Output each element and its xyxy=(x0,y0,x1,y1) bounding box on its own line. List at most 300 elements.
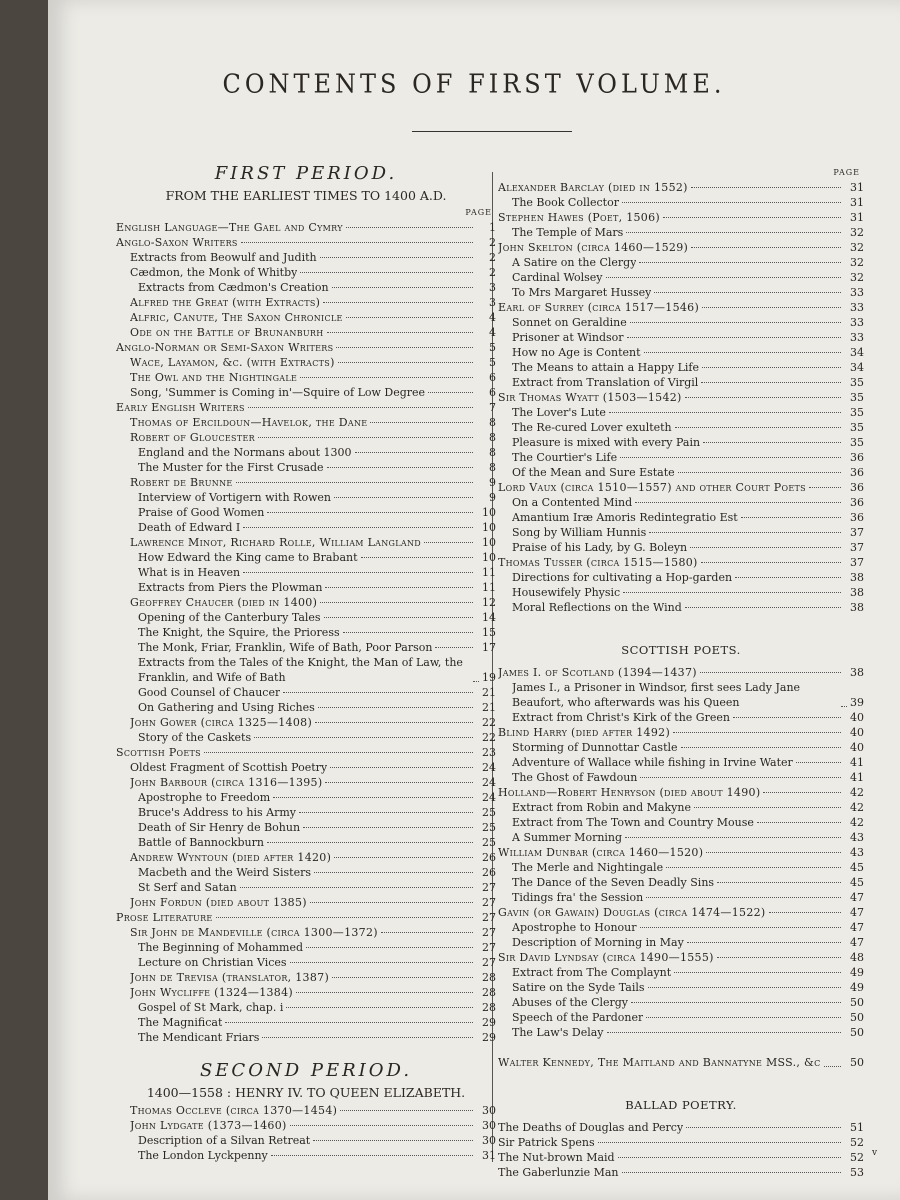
toc-entry xyxy=(498,390,864,405)
toc-entry-title: The Magnificat xyxy=(138,1016,223,1029)
toc-entry-title: Wace, Layamon, &c. (with Extracts) xyxy=(130,356,335,369)
dot-leader xyxy=(286,1007,473,1008)
toc-entry-page: 7 xyxy=(489,401,496,414)
toc-entry-page: 12 xyxy=(482,596,496,609)
dot-leader xyxy=(769,912,841,913)
toc-entry-page: 36 xyxy=(850,451,864,464)
toc-entry-title: The Gaberlunzie Man xyxy=(498,1166,619,1179)
toc-entry xyxy=(116,730,496,745)
toc-entry xyxy=(498,1165,864,1180)
toc-entry xyxy=(116,700,496,715)
toc-entry xyxy=(116,460,496,475)
toc-entry xyxy=(116,310,496,325)
dot-leader xyxy=(320,602,473,603)
toc-entry-title: Cardinal Wolsey xyxy=(512,271,603,284)
toc-entry xyxy=(116,415,496,430)
toc-entry xyxy=(498,785,864,800)
toc-entry-title: The Monk, Friar, Franklin, Wife of Bath, Poor Parson xyxy=(138,641,433,654)
tudor-poets-entries xyxy=(498,180,864,615)
toc-entry-page: 15 xyxy=(482,626,496,639)
dot-leader xyxy=(370,422,473,423)
toc-entry-page: 40 xyxy=(850,711,864,724)
dot-leader xyxy=(262,1037,473,1038)
toc-entry-page: 28 xyxy=(482,986,496,999)
toc-entry xyxy=(116,505,496,520)
toc-entry xyxy=(498,375,864,390)
dot-leader xyxy=(606,277,841,278)
toc-entry xyxy=(116,865,496,880)
dot-leader xyxy=(332,977,473,978)
toc-entry-page: 8 xyxy=(489,416,496,429)
toc-entry-title: Alexander Barclay (died in 1552) xyxy=(498,181,688,194)
dot-leader xyxy=(635,502,841,503)
toc-entry-page: 40 xyxy=(850,741,864,754)
toc-entry xyxy=(498,210,864,225)
toc-entry-title: Pleasure is mixed with every Pain xyxy=(512,436,701,449)
dot-leader xyxy=(240,887,473,888)
page-column-label-right: PAGE xyxy=(833,168,860,177)
toc-entry-title: Lawrence Minot, Richard Rolle, William Langland xyxy=(130,536,421,549)
toc-entry xyxy=(116,625,496,640)
dot-leader xyxy=(687,942,841,943)
toc-entry xyxy=(498,725,864,740)
dot-leader xyxy=(303,827,473,828)
toc-entry xyxy=(498,995,864,1010)
toc-entry-title: The Law's Delay xyxy=(512,1026,604,1039)
toc-entry-title: Extract from The Complaynt xyxy=(512,966,672,979)
toc-entry-title: Thomas of Ercildoun—Havelok, the Dane xyxy=(130,416,368,429)
dot-leader xyxy=(681,747,841,748)
dot-leader xyxy=(618,1157,841,1158)
dot-leader xyxy=(640,927,842,928)
toc-entry xyxy=(498,330,864,345)
dot-leader xyxy=(327,332,473,333)
toc-entry-page: 33 xyxy=(850,301,864,314)
dot-leader xyxy=(340,1110,473,1111)
toc-entry-title: Extract from The Town and Country Mouse xyxy=(512,816,754,829)
dot-leader xyxy=(241,242,473,243)
toc-entry-title: Abuses of the Clergy xyxy=(512,996,629,1009)
dot-leader xyxy=(325,587,473,588)
toc-entry xyxy=(498,450,864,465)
dot-leader xyxy=(824,1066,841,1067)
toc-entry-page: 43 xyxy=(850,831,864,844)
toc-entry-title: Sir David Lyndsay (circa 1490—1555) xyxy=(498,951,714,964)
toc-entry-page: 25 xyxy=(482,836,496,849)
toc-entry-title: Stephen Hawes (Poet, 1506) xyxy=(498,211,660,224)
toc-entry-title: Gavin (or Gawain) Douglas (circa 1474—1522) xyxy=(498,906,766,919)
dot-leader xyxy=(306,947,473,948)
dot-leader xyxy=(702,367,841,368)
toc-entry-title: Prose Literature xyxy=(116,911,213,924)
dot-leader xyxy=(694,807,841,808)
toc-entry xyxy=(498,585,864,600)
toc-entry-title: Andrew Wyntoun (died after 1420) xyxy=(130,851,332,864)
toc-entry xyxy=(498,285,864,300)
toc-entry-page: 14 xyxy=(482,611,496,624)
toc-entry-title: The Courtier's Life xyxy=(512,451,618,464)
toc-entry xyxy=(116,925,496,940)
toc-entry-page: 48 xyxy=(850,951,864,964)
toc-entry-title: Thomas Tusser (circa 1515—1580) xyxy=(498,556,698,569)
toc-entry-page: 49 xyxy=(850,966,864,979)
toc-entry-page: 42 xyxy=(850,801,864,814)
toc-entry-title: Robert of Gloucester xyxy=(130,431,255,444)
toc-entry-page: 8 xyxy=(489,431,496,444)
toc-entry-title: Satire on the Syde Tails xyxy=(512,981,645,994)
toc-entry-title: Extracts from the Tales of the Knight, the Man of Law, the Franklin, and Wife of Bath xyxy=(138,656,463,684)
toc-entry-title: The Nut-brown Maid xyxy=(498,1151,615,1164)
toc-entry-page: 33 xyxy=(850,316,864,329)
dot-leader xyxy=(424,542,473,543)
toc-entry xyxy=(498,540,864,555)
toc-entry-title: The Knight, the Squire, the Prioress xyxy=(138,626,340,639)
toc-entry xyxy=(498,1150,864,1165)
toc-entry-title: Ode on the Battle of Brunanburh xyxy=(130,326,324,339)
toc-entry-page: 36 xyxy=(850,511,864,524)
toc-entry xyxy=(498,495,864,510)
toc-entry-page: 42 xyxy=(850,816,864,829)
dot-leader xyxy=(622,202,841,203)
toc-entry-page: 30 xyxy=(482,1104,496,1117)
toc-entry-title: John Skelton (circa 1460—1529) xyxy=(498,241,689,254)
toc-entry-title: Lecture on Christian Vices xyxy=(138,956,287,969)
toc-entry xyxy=(116,760,496,775)
toc-entry-title: How no Age is Content xyxy=(512,346,641,359)
toc-entry xyxy=(116,220,496,235)
toc-entry-title: Anglo-Saxon Writers xyxy=(116,236,238,249)
toc-entry-title: Praise of Good Women xyxy=(138,506,265,519)
toc-entry-page: 50 xyxy=(850,996,864,1009)
toc-entry-page: 42 xyxy=(850,786,864,799)
toc-entry-page: 2 xyxy=(489,251,496,264)
toc-entry-title: England and the Normans about 1300 xyxy=(138,446,352,459)
dot-leader xyxy=(346,227,473,228)
toc-entry-page: 47 xyxy=(850,906,864,919)
toc-entry-page: 50 xyxy=(850,1011,864,1024)
dot-leader xyxy=(271,1155,473,1156)
dot-leader xyxy=(296,992,473,993)
toc-entry-page: 35 xyxy=(850,376,864,389)
toc-entry-page: 24 xyxy=(482,791,496,804)
dot-leader xyxy=(607,1032,842,1033)
dot-leader xyxy=(323,302,473,303)
dot-leader xyxy=(327,467,473,468)
toc-entry-title: Lord Vaux (circa 1510—1557) and other Court Poets xyxy=(498,481,806,494)
dot-leader xyxy=(757,822,841,823)
dot-leader xyxy=(332,287,473,288)
toc-entry xyxy=(498,875,864,890)
toc-entry-title: The Dance of the Seven Deadly Sins xyxy=(512,876,715,889)
toc-entry-page: 49 xyxy=(850,981,864,994)
scottish-poets-heading: SCOTTISH POETS. xyxy=(621,643,741,657)
toc-entry-page: 2 xyxy=(489,236,496,249)
toc-entry xyxy=(498,920,864,935)
toc-entry-page: 32 xyxy=(850,226,864,239)
dot-leader xyxy=(318,707,473,708)
dot-leader xyxy=(673,732,841,733)
toc-entry xyxy=(116,580,496,595)
toc-entry xyxy=(116,595,496,610)
toc-entry-page: 27 xyxy=(482,896,496,909)
toc-entry-title: The Owl and the Nightingale xyxy=(130,371,298,384)
toc-entry-title: The Merle and Nightingale xyxy=(512,861,664,874)
dot-leader xyxy=(299,812,473,813)
toc-entry-title: Storming of Dunnottar Castle xyxy=(512,741,678,754)
dot-leader xyxy=(627,337,841,338)
toc-entry xyxy=(498,965,864,980)
toc-entry xyxy=(116,955,496,970)
dot-leader xyxy=(361,557,473,558)
toc-entry-page: 9 xyxy=(489,476,496,489)
toc-entry-page: 31 xyxy=(482,1149,496,1162)
dot-leader xyxy=(338,362,473,363)
toc-entry-title: Interview of Vortigern with Rowen xyxy=(138,491,331,504)
toc-entry xyxy=(498,740,864,755)
toc-entry-page: 25 xyxy=(482,821,496,834)
toc-entry xyxy=(116,685,496,700)
toc-entry-page: 24 xyxy=(482,776,496,789)
toc-entry-title: The Ghost of Fawdoun xyxy=(512,771,638,784)
toc-entry xyxy=(116,295,496,310)
toc-entry-page: 27 xyxy=(482,881,496,894)
dot-leader xyxy=(254,737,473,738)
toc-entry-title: Story of the Caskets xyxy=(138,731,252,744)
dot-leader xyxy=(625,837,841,838)
dot-leader xyxy=(703,442,841,443)
toc-entry xyxy=(116,550,496,565)
second-period-heading: SECOND PERIOD. xyxy=(199,1060,413,1081)
dot-leader xyxy=(243,527,473,528)
toc-entry-title: Sir Patrick Spens xyxy=(498,1136,595,1149)
toc-entry-page: 37 xyxy=(850,541,864,554)
page-column-label: PAGE xyxy=(465,208,492,217)
toc-entry-title: A Summer Morning xyxy=(512,831,623,844)
toc-entry xyxy=(116,805,496,820)
toc-entry-page: 10 xyxy=(482,551,496,564)
toc-entry-title: James I. of Scotland (1394—1437) xyxy=(498,666,697,679)
toc-entry-title: John Fordun (died about 1385) xyxy=(130,896,307,909)
dot-leader xyxy=(248,407,473,408)
toc-entry-page: 11 xyxy=(482,581,496,594)
toc-entry xyxy=(498,710,864,725)
toc-entry-page: 4 xyxy=(489,326,496,339)
toc-entry-page: 33 xyxy=(850,331,864,344)
dot-leader xyxy=(654,292,841,293)
dot-leader xyxy=(334,497,473,498)
dot-leader xyxy=(290,962,473,963)
dot-leader xyxy=(473,681,479,682)
toc-entry-title: Anglo-Norman or Semi-Saxon Writers xyxy=(116,341,334,354)
dot-leader xyxy=(216,917,473,918)
toc-entry-page: 10 xyxy=(482,506,496,519)
toc-entry xyxy=(498,1025,864,1040)
dot-leader xyxy=(258,437,473,438)
toc-entry xyxy=(498,935,864,950)
toc-entry xyxy=(116,895,496,910)
dot-leader xyxy=(325,782,473,783)
dot-leader xyxy=(290,1125,473,1126)
toc-entry xyxy=(116,820,496,835)
toc-entry-title: On Gathering and Using Riches xyxy=(138,701,315,714)
toc-entry-title: Oldest Fragment of Scottish Poetry xyxy=(130,761,328,774)
toc-entry xyxy=(498,420,864,435)
toc-entry xyxy=(116,1148,496,1163)
toc-entry xyxy=(498,665,864,680)
toc-entry-page: 28 xyxy=(482,1001,496,1014)
toc-entry-title: Adventure of Wallace while fishing in Irvine Water xyxy=(512,756,793,769)
toc-entry xyxy=(116,445,496,460)
toc-entry xyxy=(116,565,496,580)
toc-entry-page: 39 xyxy=(850,696,864,709)
toc-entry-page: 31 xyxy=(850,211,864,224)
ballad-poetry-entries xyxy=(498,1120,864,1180)
toc-entry xyxy=(498,435,864,450)
toc-entry-page: 32 xyxy=(850,271,864,284)
dot-leader xyxy=(700,672,841,673)
toc-entry xyxy=(116,1000,496,1015)
toc-entry-title: William Dunbar (circa 1460—1520) xyxy=(498,846,704,859)
toc-entry-title: Holland—Robert Henryson (died about 1490) xyxy=(498,786,761,799)
dot-leader xyxy=(701,562,841,563)
toc-entry xyxy=(116,340,496,355)
dot-leader xyxy=(646,1017,841,1018)
toc-entry xyxy=(498,315,864,330)
toc-entry xyxy=(116,535,496,550)
toc-entry-title: Apostrophe to Honour xyxy=(512,921,637,934)
toc-entry-page: 31 xyxy=(850,181,864,194)
toc-entry-page: 2 xyxy=(489,266,496,279)
toc-entry-page: 41 xyxy=(850,756,864,769)
toc-entry-page: 28 xyxy=(482,971,496,984)
left-column xyxy=(116,162,496,1163)
toc-entry-title: How Edward the King came to Brabant xyxy=(138,551,358,564)
dot-leader xyxy=(343,632,473,633)
toc-entry-page: 47 xyxy=(850,921,864,934)
toc-entry-title: The Temple of Mars xyxy=(512,226,624,239)
toc-entry xyxy=(116,880,496,895)
toc-entry-page: 26 xyxy=(482,866,496,879)
toc-entry-page: 52 xyxy=(850,1151,864,1164)
toc-entry xyxy=(116,715,496,730)
toc-entry-page: 38 xyxy=(850,601,864,614)
toc-entry-page: 47 xyxy=(850,891,864,904)
page-title: CONTENTS OF FIRST VOLUME. xyxy=(222,68,726,100)
toc-entry-title: Song, 'Summer is Coming in'—Squire of Low Degree xyxy=(130,386,426,399)
toc-entry-page: 40 xyxy=(850,726,864,739)
toc-entry-page: 27 xyxy=(482,911,496,924)
toc-entry-page: 53 xyxy=(850,1166,864,1179)
second-period-subheading: 1400—1558 : HENRY IV. TO QUEEN ELIZABETH. xyxy=(146,1085,466,1100)
dot-leader xyxy=(623,592,841,593)
toc-entry-page: 36 xyxy=(850,496,864,509)
dot-leader xyxy=(644,352,841,353)
toc-entry-page: 51 xyxy=(850,1121,864,1134)
toc-entry xyxy=(498,225,864,240)
dot-leader xyxy=(666,867,841,868)
dot-leader xyxy=(674,972,841,973)
toc-entry-page: 27 xyxy=(482,926,496,939)
toc-entry-page: 3 xyxy=(489,296,496,309)
toc-entry-title: Alfric, Canute, The Saxon Chronicle xyxy=(130,311,343,324)
toc-entry-title: John Barbour (circa 1316—1395) xyxy=(130,776,323,789)
toc-entry-title: Directions for cultivating a Hop-garden xyxy=(512,571,733,584)
dot-leader xyxy=(320,257,473,258)
dot-leader xyxy=(702,307,841,308)
toc-entry xyxy=(498,680,864,710)
toc-entry-page: 35 xyxy=(850,436,864,449)
toc-entry xyxy=(116,835,496,850)
toc-entry xyxy=(498,510,864,525)
dot-leader xyxy=(663,217,841,218)
toc-entry xyxy=(116,910,496,925)
toc-entry xyxy=(498,905,864,920)
toc-entry xyxy=(498,300,864,315)
toc-entry xyxy=(116,235,496,250)
dot-leader xyxy=(675,427,841,428)
toc-entry xyxy=(116,370,496,385)
toc-entry-title: James I., a Prisoner in Windsor, first sees Lady Jane Beaufort, who afterwards was his Queen xyxy=(512,681,801,709)
toc-entry-page: 11 xyxy=(482,566,496,579)
toc-entry-title: The Book Collector xyxy=(512,196,619,209)
toc-entry-page: 41 xyxy=(850,771,864,784)
dot-leader xyxy=(678,472,841,473)
toc-entry xyxy=(116,790,496,805)
dot-leader xyxy=(381,932,473,933)
dot-leader xyxy=(796,762,841,763)
dot-leader xyxy=(649,532,841,533)
toc-entry xyxy=(116,355,496,370)
toc-entry-title: Robert de Brunne xyxy=(130,476,233,489)
toc-entry xyxy=(116,610,496,625)
toc-entry xyxy=(116,265,496,280)
toc-entry-title: Sonnet on Geraldine xyxy=(512,316,627,329)
toc-entry-title: To Mrs Margaret Hussey xyxy=(512,286,652,299)
dot-leader xyxy=(620,457,841,458)
dot-leader xyxy=(314,872,473,873)
dot-leader xyxy=(733,717,841,718)
toc-entry xyxy=(498,770,864,785)
toc-entry-title: Speech of the Pardoner xyxy=(512,1011,644,1024)
signature-mark: v xyxy=(872,1148,878,1158)
toc-entry xyxy=(498,800,864,815)
toc-entry xyxy=(498,525,864,540)
toc-entry-title: Description of Morning in May xyxy=(512,936,684,949)
toc-entry-page: 32 xyxy=(850,241,864,254)
toc-entry-page: 24 xyxy=(482,761,496,774)
toc-entry-title: Extract from Robin and Makyne xyxy=(512,801,691,814)
toc-entry-title: The London Lyckpenny xyxy=(138,1149,268,1162)
toc-entry xyxy=(116,400,496,415)
toc-entry-page: 9 xyxy=(489,491,496,504)
book-page xyxy=(48,0,900,1200)
dot-leader xyxy=(706,852,841,853)
toc-entry-page: 34 xyxy=(850,346,864,359)
toc-entry-title: Sir John de Mandeville (circa 1300—1372) xyxy=(130,926,378,939)
dot-leader xyxy=(686,1127,841,1128)
toc-entry xyxy=(116,1015,496,1030)
toc-entry xyxy=(498,815,864,830)
toc-entry-title: Good Counsel of Chaucer xyxy=(138,686,281,699)
toc-entry xyxy=(498,360,864,375)
dot-leader xyxy=(283,692,473,693)
toc-entry-title: The Deaths of Douglas and Percy xyxy=(498,1121,684,1134)
dot-leader xyxy=(690,547,841,548)
toc-entry-page: 10 xyxy=(482,536,496,549)
toc-entry-title: Cædmon, the Monk of Whitby xyxy=(130,266,298,279)
dot-leader xyxy=(691,187,841,188)
toc-entry-page: 50 xyxy=(850,1026,864,1039)
